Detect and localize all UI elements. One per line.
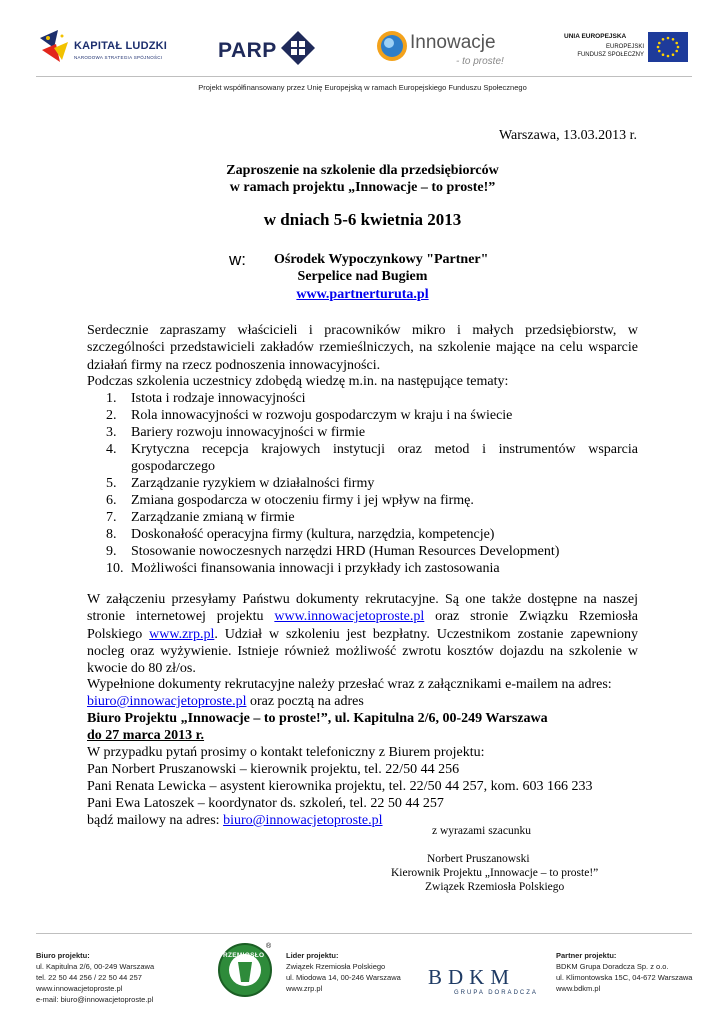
signature-role: Kierownik Projektu „Innowacje – to proste!”	[391, 867, 599, 879]
footer-leader-line2: ul. Miodowa 14, 00-246 Warszawa	[286, 973, 401, 982]
bdkm-logo-subtitle: GRUPA DORADCZA	[454, 990, 538, 996]
topic-item	[106, 526, 638, 543]
eu-flag-icon	[648, 32, 688, 62]
topic-text: Rola innowacyjności w rozwoju gospodarczym w kraju i na świecie	[131, 408, 513, 423]
innowacje-circle-icon	[376, 30, 408, 62]
footer-office-line1: ul. Kapitulna 2/6, 00-249 Warszawa	[36, 962, 155, 971]
attachments-text-3: . Udział w szkoleniu jest bezpłatny. Uczestnikom zostanie zapewniony nocleg oraz wyżywienie. Istnieje również możliwość zwrotu kosztów dojazdu na szkolenie w kwocie do 80 zł/os.	[87, 626, 638, 677]
training-dates: w dniach 5-6 kwietnia 2013	[263, 210, 462, 229]
letter-date: Warszawa, 13.03.2013 r.	[498, 128, 637, 143]
signature-organization: Związek Rzemiosła Polskiego	[425, 881, 565, 893]
topic-text: Zarządzanie ryzykiem w działalności firmy	[131, 476, 375, 491]
attachments-text-2: oraz stronie Związku Rzemiosła Polskiego	[87, 609, 639, 642]
topic-text: Możliwości finansowania innowacji i przykłady ich zastosowania	[131, 561, 500, 576]
intro-paragraph: Serdecznie zapraszamy właścicieli i pracowników mikro i małych przedsiębiorstw, w szczególności przedstawicieli zakładów rzemieślniczych, na szkolenie mające na celu wsparcie działań firmy na rzecz podnoszenia innowacyjności.	[87, 323, 638, 373]
topic-item	[106, 424, 638, 441]
topic-text: Doskonałość operacyjna firmy (kultura, narzędzia, kompetencje)	[131, 527, 495, 542]
svg-text:®: ®	[266, 943, 272, 950]
innowacje-logo	[376, 28, 516, 72]
topic-item	[106, 441, 638, 475]
footer-project-leader	[286, 950, 401, 994]
header-logos	[0, 22, 725, 82]
contact-mail-label: bądź mailowy na adres:	[87, 813, 220, 828]
header-divider	[36, 76, 692, 77]
topic-text: Bariery rozwoju innowacyjności w firmie	[131, 425, 366, 440]
topic-item	[106, 475, 638, 492]
footer-partner-heading: Partner projektu:	[556, 951, 617, 960]
zrp-logo	[216, 940, 274, 1008]
topic-text: Stosowanie nowoczesnych narzędzi HRD (Human Resources Development)	[131, 544, 560, 559]
contact-person-2: Pani Renata Lewicka – asystent kierownika projektu, tel. 22/50 44 257, kom. 603 166 233	[87, 779, 593, 794]
footer-leader-line3: www.zrp.pl	[286, 984, 323, 993]
cofinancing-note: Projekt współfinansowany przez Unię Europejską w ramach Europejskiego Funduszu Społecznego	[198, 83, 527, 92]
topic-number: 3.	[106, 425, 117, 440]
signature-name: Norbert Pruszanowski	[427, 853, 530, 865]
contact-mail-row	[87, 812, 647, 829]
kapital-ludzki-emblem-icon	[38, 28, 72, 68]
topics-list	[106, 390, 638, 577]
topic-text: Zarządzanie zmianą w firmie	[131, 510, 295, 525]
zrp-website-link[interactable]: www.zrp.pl	[149, 626, 215, 642]
eu-logo-line3: FUNDUSZ SPOŁECZNY	[577, 52, 644, 58]
topic-item	[106, 492, 638, 509]
send-email-row	[87, 693, 647, 710]
venue-place: Serpelice nad Bugiem	[297, 269, 428, 284]
footer-project-office	[36, 950, 154, 1005]
contact-intro: W przypadku pytań prosimy o kontakt telefoniczny z Biurem projektu:	[87, 745, 485, 760]
footer-partner-line3: www.bdkm.pl	[556, 984, 601, 993]
invitation-title-line2: w ramach projektu „Innowacje – to proste!”	[229, 180, 496, 195]
venue-url-link[interactable]: www.partnerturuta.pl	[296, 287, 429, 302]
topic-number: 8.	[106, 527, 117, 542]
topic-number: 7.	[106, 510, 117, 525]
zrp-logo-text: RZEMIOSŁO	[223, 952, 265, 959]
send-instructions: Wypełnione dokumenty rekrutacyjne należy przesłać wraz z załącznikami e-mailem na adres:	[87, 677, 612, 692]
topic-text: Zmiana gospodarcza w otoczeniu firmy i jej wpływ na firmę.	[131, 493, 474, 508]
topic-item	[106, 509, 638, 526]
topic-number: 6.	[106, 493, 117, 508]
kapital-ludzki-logo	[38, 28, 168, 72]
eu-logo-line2: EUROPEJSKI	[605, 44, 644, 50]
contact-person-1: Pan Norbert Pruszanowski – kierownik projektu, tel. 22/50 44 256	[87, 762, 460, 777]
footer-partner-line2: ul. Klimontowska 15C, 04-672 Warszawa	[556, 973, 693, 982]
send-post-text: oraz pocztą na adres	[249, 694, 364, 709]
attachments-text-1: W załączeniu przesyłamy Państwu dokumenty rekrutacyjne. Są one także dostępne na naszej stronie internetowej projektu	[87, 592, 638, 625]
topic-text: Krytyczna recepcja krajowych instytucji oraz metod i instrumentów wsparcia gospodarczego	[131, 442, 638, 474]
footer-leader-heading: Lider projektu:	[286, 951, 339, 960]
parp-emblem-icon	[280, 30, 316, 66]
footer-partner-line1: BDKM Grupa Doradcza Sp. z o.o.	[556, 962, 669, 971]
send-email-link[interactable]: biuro@innowacjetoproste.pl	[87, 694, 247, 709]
kapital-ludzki-title: KAPITAŁ LUDZKI	[74, 40, 168, 52]
project-office-address: Biuro Projektu „Innowacje – to proste!”, ul. Kapitulna 2/6, 00-249 Warszawa	[87, 711, 548, 726]
topic-number: 5.	[106, 476, 117, 491]
topic-item	[106, 407, 638, 424]
topic-text: Istota i rodzaje innowacyjności	[131, 391, 306, 406]
innowacje-logo-tagline: - to proste!	[456, 56, 504, 67]
venue-name: Ośrodek Wypoczynkowy "Partner"	[274, 252, 489, 267]
footer-office-line2: tel. 22 50 44 256 / 22 50 44 257	[36, 973, 142, 982]
eu-logo-line1: UNIA EUROPEJSKA	[564, 33, 627, 40]
contact-email-link[interactable]: biuro@innowacjetoproste.pl	[223, 813, 383, 828]
topic-item	[106, 390, 638, 407]
footer-leader-line1: Związek Rzemiosła Polskiego	[286, 962, 386, 971]
deadline: do 27 marca 2013 r.	[87, 728, 205, 743]
topic-item	[106, 543, 638, 560]
topic-number: 10.	[106, 561, 124, 576]
topic-number: 9.	[106, 544, 117, 559]
venue-prefix: w:	[229, 250, 246, 269]
eu-logo	[556, 30, 688, 70]
topic-item	[106, 560, 638, 577]
footer-divider	[36, 933, 692, 934]
contact-person-3: Pani Ewa Latoszek – koordynator ds. szkoleń, tel. 22 50 44 257	[87, 796, 444, 811]
topics-intro: Podczas szkolenia uczestnicy zdobędą wiedzę m.in. na następujące tematy:	[87, 374, 509, 389]
regards: z wyrazami szacunku	[432, 825, 531, 837]
footer-project-partner	[556, 950, 692, 994]
topic-number: 2.	[106, 408, 117, 423]
bdkm-logo-text: BDKM	[428, 965, 516, 989]
attachments-paragraph	[87, 591, 638, 677]
kapital-ludzki-subtitle: NARODOWA STRATEGIA SPÓJNOŚCI	[74, 55, 163, 60]
topic-number: 1.	[106, 391, 117, 406]
footer-office-heading: Biuro projektu:	[36, 951, 90, 960]
footer-office-line3: www.innowacjetoproste.pl	[36, 984, 123, 993]
venue-url-row	[0, 287, 725, 303]
topic-number: 4.	[106, 442, 117, 457]
zrp-emblem-icon	[216, 940, 274, 1008]
parp-logo	[218, 28, 318, 68]
parp-logo-text: PARP	[218, 39, 277, 62]
bdkm-logo	[428, 965, 548, 1005]
innowacje-logo-title: Innowacje	[410, 32, 496, 53]
project-website-link[interactable]: www.innowacjetoproste.pl	[274, 609, 425, 625]
footer-office-line4: e-mail: biuro@innowacjetoproste.pl	[36, 995, 154, 1004]
invitation-title-line1: Zaproszenie na szkolenie dla przedsiębiorców	[226, 163, 499, 178]
